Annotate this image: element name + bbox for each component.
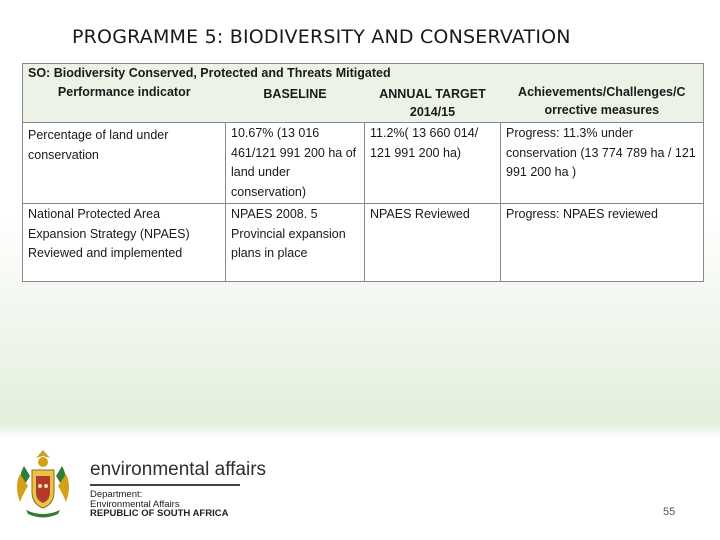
- department-text: [90, 490, 228, 519]
- header-target: [365, 82, 501, 123]
- dept-line2: Environmental Affairs: [90, 498, 180, 510]
- row2-baseline: NPAES 2008. 5 Provincial expansion plans in place: [226, 204, 365, 282]
- so-heading-row: [23, 64, 704, 83]
- brand-name: environmental affairs: [90, 459, 267, 480]
- dept-line1: Department:: [90, 489, 143, 500]
- header-achievements: [501, 82, 704, 123]
- dept-line3: REPUBLIC OF SOUTH AFRICA: [90, 508, 229, 519]
- header-target-line2: 2014/15: [409, 105, 456, 119]
- header-achievements-line2: orrective measures: [544, 103, 660, 117]
- header-baseline-label: BASELINE: [263, 87, 327, 101]
- row1-achievement: Progress: 11.3% under conservation (13 774 789 ha / 121 991 200 ha ): [501, 123, 704, 204]
- so-heading: SO: Biodiversity Conserved, Protected and Threats Mitigated: [23, 64, 704, 83]
- row2-indicator: National Protected Area Expansion Strategy (NPAES) Reviewed and implemented: [23, 204, 226, 282]
- header-achievements-line1: Achievements/Challenges/C: [518, 85, 686, 99]
- performance-table: [22, 63, 704, 282]
- header-indicator: Performance indicator: [23, 82, 226, 123]
- row2-progress-label: Progress: [506, 207, 557, 221]
- header-target-line1: ANNUAL TARGET: [379, 87, 486, 101]
- page-number: 55: [663, 506, 676, 518]
- brand-divider: [90, 484, 240, 486]
- table-row: [23, 204, 704, 282]
- row1-baseline: 10.67% (13 016 461/121 991 200 ha of land under conservation): [226, 123, 365, 204]
- table-row: [23, 123, 704, 204]
- row1-indicator: [23, 123, 226, 204]
- header-baseline: [226, 82, 365, 123]
- row1-progress-label: Progress: [506, 126, 557, 140]
- slide-title: PROGRAMME 5: BIODIVERSITY AND CONSERVATION: [72, 26, 571, 48]
- row2-progress-text: NPAES reviewed: [562, 207, 658, 221]
- row1-target: 11.2%( 13 660 014/ 121 991 200 ha): [365, 123, 501, 204]
- column-header-row: [23, 82, 704, 123]
- row2-achievement: Progress: NPAES reviewed: [501, 204, 704, 282]
- department-logo: [10, 446, 270, 526]
- coat-of-arms-icon: [10, 446, 76, 522]
- row2-target: NPAES Reviewed: [365, 204, 501, 282]
- row1-progress-text: 11.3% under conservation (13 774 789 ha / 121 991 200 ha ): [506, 126, 696, 179]
- row1-indicator-text: Percentage of land under conservation: [28, 128, 169, 162]
